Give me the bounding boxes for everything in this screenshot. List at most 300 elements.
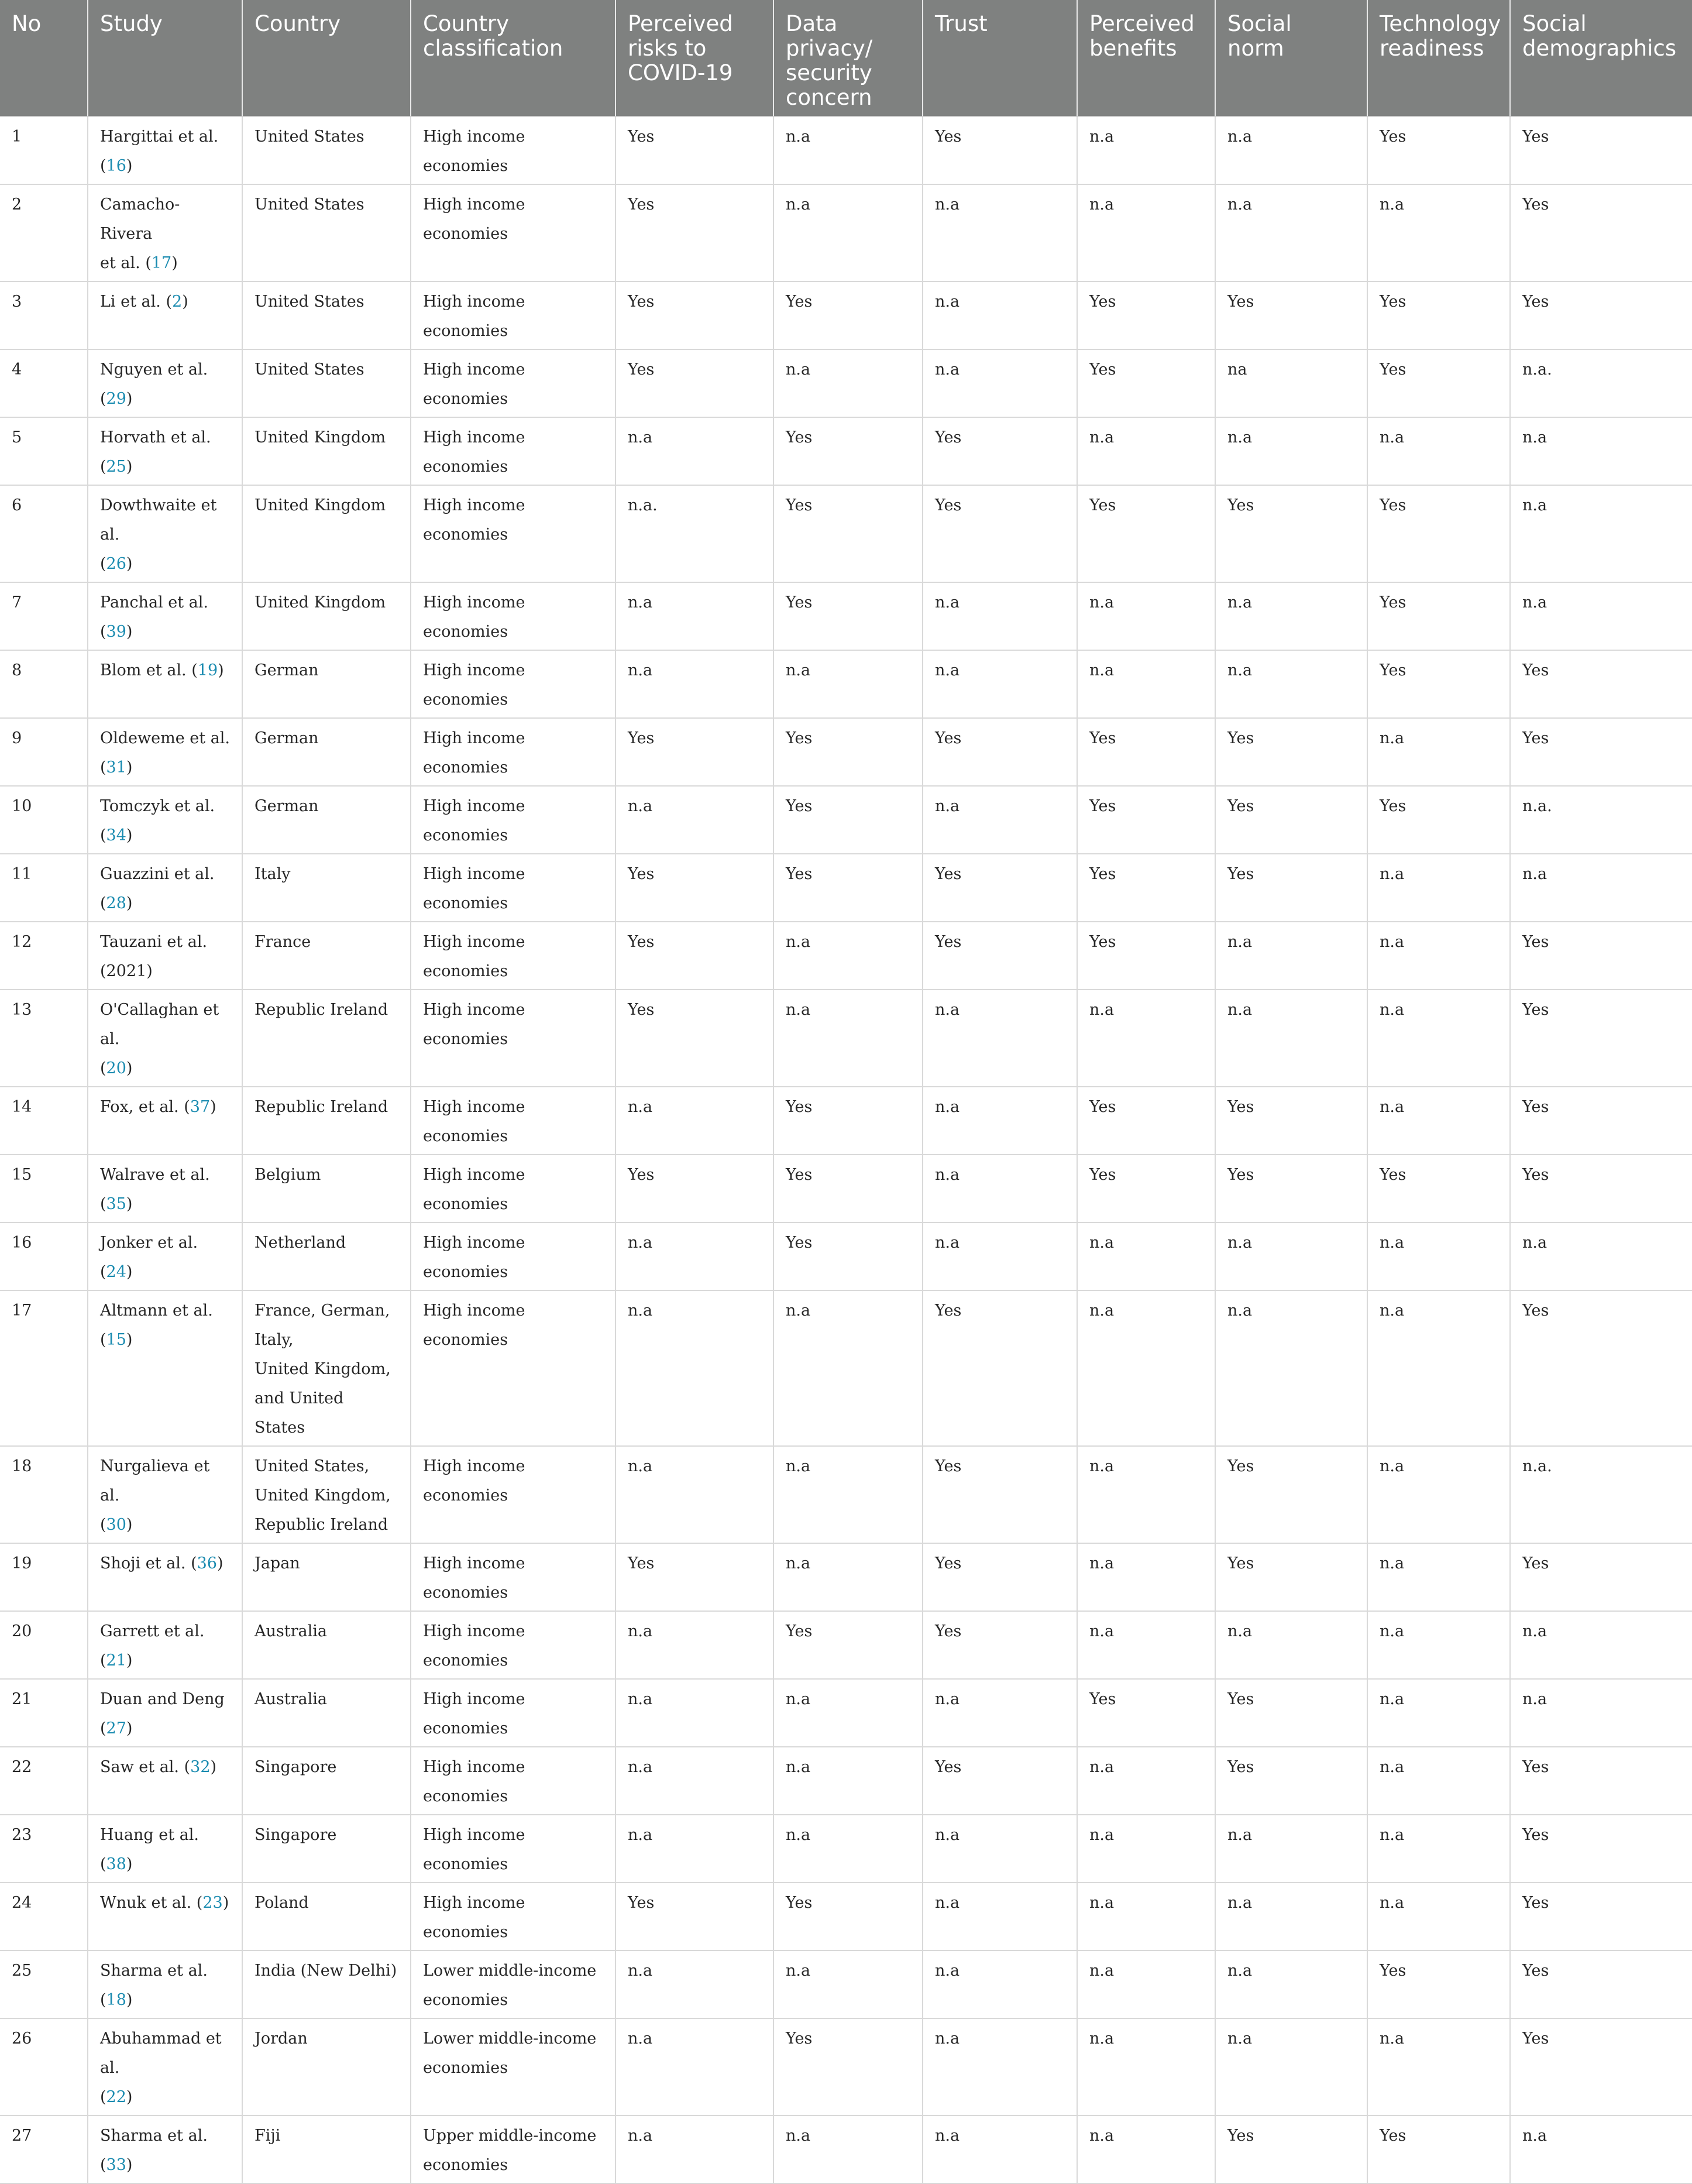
cell-perceived-risks: n.a [615, 1747, 773, 1815]
cell-country: United Kingdom [242, 417, 411, 485]
reference-link[interactable]: 25 [106, 458, 126, 476]
cell-country: United States [242, 281, 411, 349]
reference-link[interactable]: 37 [190, 1098, 211, 1116]
cell-no: 25 [0, 1951, 88, 2018]
cell-trust: Yes [923, 1611, 1077, 1679]
cell-perceived-benefits: n.a [1077, 582, 1215, 650]
col-header-country-classification: Country classification [411, 0, 615, 116]
reference-link[interactable]: 36 [197, 1554, 217, 1572]
cell-social-norm: Yes [1215, 854, 1367, 922]
cell-study: Dowthwaite et al. (26) [88, 485, 242, 582]
cell-social-norm: n.a [1215, 184, 1367, 281]
cell-study: Fox, et al. (37) [88, 1087, 242, 1155]
col-header-technology-readiness: Technology readiness [1367, 0, 1510, 116]
cell-trust: Yes [923, 854, 1077, 922]
cell-country-classification: High income economies [411, 1087, 615, 1155]
cell-perceived-benefits: n.a [1077, 650, 1215, 718]
cell-technology-readiness: n.a [1367, 1611, 1510, 1679]
cell-country-classification: High income economies [411, 922, 615, 990]
cell-technology-readiness: Yes [1367, 650, 1510, 718]
cell-study: Nurgalieva et al. (30) [88, 1446, 242, 1543]
reference-link[interactable]: 21 [106, 1651, 126, 1670]
cell-perceived-benefits: n.a [1077, 1747, 1215, 1815]
cell-country-classification: High income economies [411, 485, 615, 582]
cell-study: Garrett et al. (21) [88, 1611, 242, 1679]
cell-country: German [242, 718, 411, 786]
cell-country: Netherland [242, 1223, 411, 1290]
cell-trust: Yes [923, 1446, 1077, 1543]
cell-technology-readiness: n.a [1367, 1679, 1510, 1747]
cell-perceived-benefits: n.a [1077, 1815, 1215, 1883]
cell-country: France, German, Italy, United Kingdom, and United States [242, 1290, 411, 1446]
cell-data-privacy: Yes [773, 1223, 923, 1290]
col-header-social-norm: Social norm [1215, 0, 1367, 116]
cell-data-privacy: Yes [773, 485, 923, 582]
cell-data-privacy: Yes [773, 1883, 923, 1951]
header-row [0, 0, 1692, 116]
cell-perceived-risks: Yes [615, 184, 773, 281]
cell-trust: n.a [923, 349, 1077, 417]
col-header-data-privacy: Data privacy/ security concern [773, 0, 923, 116]
cell-social-demographics: n.a. [1510, 786, 1692, 854]
cell-trust: n.a [923, 582, 1077, 650]
reference-link[interactable]: 16 [106, 157, 126, 175]
cell-data-privacy: n.a [773, 116, 923, 184]
cell-study: Walrave et al. (35) [88, 1155, 242, 1223]
cell-study: Duan and Deng (27) [88, 1679, 242, 1747]
cell-country-classification: High income economies [411, 1543, 615, 1611]
cell-perceived-risks: Yes [615, 1155, 773, 1223]
cell-study: Tauzani et al. (2021) [88, 922, 242, 990]
cell-no: 19 [0, 1543, 88, 1611]
cell-perceived-risks: Yes [615, 281, 773, 349]
cell-country-classification: High income economies [411, 116, 615, 184]
cell-perceived-risks: n.a [615, 1290, 773, 1446]
cell-country: Republic Ireland [242, 990, 411, 1087]
reference-link[interactable]: 26 [106, 555, 126, 573]
cell-perceived-benefits: n.a [1077, 116, 1215, 184]
table-row [0, 854, 1692, 922]
cell-no: 27 [0, 2116, 88, 2183]
cell-technology-readiness: Yes [1367, 116, 1510, 184]
cell-perceived-benefits: Yes [1077, 281, 1215, 349]
table-row [0, 116, 1692, 184]
cell-data-privacy: n.a [773, 1290, 923, 1446]
cell-data-privacy: n.a [773, 990, 923, 1087]
table-row [0, 1747, 1692, 1815]
cell-trust: n.a [923, 2018, 1077, 2116]
cell-trust: n.a [923, 990, 1077, 1087]
cell-data-privacy: n.a [773, 1679, 923, 1747]
cell-data-privacy: n.a [773, 1446, 923, 1543]
cell-study: Sharma et al. (33) [88, 2116, 242, 2183]
cell-no: 13 [0, 990, 88, 1087]
cell-study: Shoji et al. (36) [88, 1543, 242, 1611]
cell-trust: n.a [923, 1679, 1077, 1747]
table-row [0, 2116, 1692, 2183]
cell-country-classification: High income economies [411, 1446, 615, 1543]
cell-perceived-benefits: Yes [1077, 485, 1215, 582]
cell-social-norm: n.a [1215, 922, 1367, 990]
table-row [0, 786, 1692, 854]
cell-country: India (New Delhi) [242, 1951, 411, 2018]
cell-technology-readiness: n.a [1367, 1543, 1510, 1611]
cell-country-classification: High income economies [411, 349, 615, 417]
cell-country: United Kingdom [242, 485, 411, 582]
reference-link[interactable]: 2 [172, 293, 183, 311]
cell-no: 21 [0, 1679, 88, 1747]
cell-social-demographics: Yes [1510, 281, 1692, 349]
cell-technology-readiness: Yes [1367, 349, 1510, 417]
cell-social-demographics: n.a [1510, 2116, 1692, 2183]
cell-country: Italy [242, 854, 411, 922]
cell-social-norm: Yes [1215, 2116, 1367, 2183]
reference-link[interactable]: 33 [106, 2156, 126, 2174]
cell-social-norm: Yes [1215, 485, 1367, 582]
cell-perceived-benefits: n.a [1077, 1611, 1215, 1679]
reference-link[interactable]: 34 [106, 826, 126, 844]
cell-perceived-risks: Yes [615, 922, 773, 990]
cell-country: United States [242, 349, 411, 417]
cell-technology-readiness: n.a [1367, 417, 1510, 485]
cell-no: 6 [0, 485, 88, 582]
table-row [0, 281, 1692, 349]
col-header-social-demographics: Social demographics [1510, 0, 1692, 116]
reference-link[interactable]: 31 [106, 758, 126, 777]
cell-social-norm: n.a [1215, 990, 1367, 1087]
table-row [0, 1446, 1692, 1543]
cell-country: Australia [242, 1611, 411, 1679]
cell-technology-readiness: n.a [1367, 922, 1510, 990]
cell-social-demographics: Yes [1510, 1087, 1692, 1155]
cell-data-privacy: Yes [773, 281, 923, 349]
cell-social-norm: n.a [1215, 1290, 1367, 1446]
cell-study: O'Callaghan et al. (20) [88, 990, 242, 1087]
reference-link[interactable]: 20 [106, 1059, 126, 1077]
cell-social-demographics: n.a [1510, 1223, 1692, 1290]
cell-trust: n.a [923, 1155, 1077, 1223]
cell-data-privacy: Yes [773, 1611, 923, 1679]
cell-perceived-benefits: Yes [1077, 786, 1215, 854]
cell-technology-readiness: n.a [1367, 1087, 1510, 1155]
cell-no: 20 [0, 1611, 88, 1679]
cell-no: 18 [0, 1446, 88, 1543]
cell-social-demographics: Yes [1510, 1883, 1692, 1951]
table-row [0, 349, 1692, 417]
cell-no: 5 [0, 417, 88, 485]
cell-social-norm: Yes [1215, 1155, 1367, 1223]
cell-trust: n.a [923, 281, 1077, 349]
cell-social-norm: Yes [1215, 281, 1367, 349]
cell-trust: Yes [923, 1543, 1077, 1611]
cell-study: Sharma et al. (18) [88, 1951, 242, 2018]
cell-social-norm: n.a [1215, 417, 1367, 485]
cell-country-classification: High income economies [411, 1155, 615, 1223]
cell-perceived-benefits: n.a [1077, 990, 1215, 1087]
cell-social-norm: n.a [1215, 2018, 1367, 2116]
cell-trust: Yes [923, 922, 1077, 990]
cell-social-demographics: Yes [1510, 1290, 1692, 1446]
reference-link[interactable]: 23 [202, 1894, 223, 1912]
cell-country: United States [242, 184, 411, 281]
cell-no: 4 [0, 349, 88, 417]
cell-country: Belgium [242, 1155, 411, 1223]
cell-country: German [242, 650, 411, 718]
cell-technology-readiness: n.a [1367, 1883, 1510, 1951]
cell-perceived-risks: n.a [615, 1815, 773, 1883]
cell-social-norm: Yes [1215, 1446, 1367, 1543]
cell-perceived-risks: n.a [615, 650, 773, 718]
cell-social-demographics: Yes [1510, 1951, 1692, 2018]
cell-data-privacy: n.a [773, 1815, 923, 1883]
cell-perceived-risks: n.a [615, 1679, 773, 1747]
cell-social-demographics: n.a [1510, 485, 1692, 582]
cell-social-demographics: Yes [1510, 990, 1692, 1087]
cell-data-privacy: n.a [773, 2116, 923, 2183]
cell-perceived-benefits: Yes [1077, 1087, 1215, 1155]
cell-country-classification: High income economies [411, 1883, 615, 1951]
cell-technology-readiness: Yes [1367, 281, 1510, 349]
cell-trust: Yes [923, 485, 1077, 582]
cell-data-privacy: Yes [773, 2018, 923, 2116]
reference-link[interactable]: 24 [106, 1263, 126, 1281]
table-row [0, 1290, 1692, 1446]
cell-data-privacy: n.a [773, 922, 923, 990]
cell-country: United Kingdom [242, 582, 411, 650]
table-row [0, 417, 1692, 485]
cell-perceived-risks: Yes [615, 854, 773, 922]
cell-perceived-benefits: Yes [1077, 718, 1215, 786]
cell-country: German [242, 786, 411, 854]
cell-country: United States, United Kingdom, Republic Ireland [242, 1446, 411, 1543]
cell-country: Singapore [242, 1747, 411, 1815]
cell-country-classification: High income economies [411, 1679, 615, 1747]
cell-perceived-benefits: n.a [1077, 2116, 1215, 2183]
cell-trust: Yes [923, 116, 1077, 184]
cell-no: 22 [0, 1747, 88, 1815]
cell-perceived-benefits: n.a [1077, 1290, 1215, 1446]
cell-country-classification: High income economies [411, 281, 615, 349]
cell-no: 3 [0, 281, 88, 349]
table-row [0, 485, 1692, 582]
cell-perceived-benefits: n.a [1077, 1951, 1215, 2018]
cell-technology-readiness: n.a [1367, 718, 1510, 786]
reference-link[interactable]: 28 [106, 894, 126, 912]
table-row [0, 1611, 1692, 1679]
table-body [0, 116, 1692, 2183]
cell-country-classification: High income economies [411, 1747, 615, 1815]
cell-social-norm: n.a [1215, 1611, 1367, 1679]
cell-social-demographics: n.a [1510, 417, 1692, 485]
cell-data-privacy: Yes [773, 718, 923, 786]
cell-perceived-risks: n.a [615, 1223, 773, 1290]
cell-study: Altmann et al. (15) [88, 1290, 242, 1446]
cell-perceived-benefits: n.a [1077, 2018, 1215, 2116]
reference-link[interactable]: 32 [190, 1758, 211, 1776]
cell-study: Wnuk et al. (23) [88, 1883, 242, 1951]
cell-no: 7 [0, 582, 88, 650]
cell-study: Nguyen et al. (29) [88, 349, 242, 417]
cell-trust: n.a [923, 1087, 1077, 1155]
cell-social-norm: n.a [1215, 650, 1367, 718]
cell-trust: n.a [923, 650, 1077, 718]
cell-social-demographics: Yes [1510, 922, 1692, 990]
cell-no: 17 [0, 1290, 88, 1446]
cell-social-demographics: Yes [1510, 1155, 1692, 1223]
cell-social-norm: Yes [1215, 1087, 1367, 1155]
cell-trust: n.a [923, 184, 1077, 281]
cell-data-privacy: Yes [773, 417, 923, 485]
cell-trust: n.a [923, 1223, 1077, 1290]
cell-country: France [242, 922, 411, 990]
cell-perceived-benefits: Yes [1077, 922, 1215, 990]
cell-country: Singapore [242, 1815, 411, 1883]
table-row [0, 582, 1692, 650]
table-row [0, 650, 1692, 718]
table-row [0, 1543, 1692, 1611]
reference-link[interactable]: 17 [151, 254, 172, 272]
reference-link[interactable]: 38 [106, 1855, 126, 1873]
cell-social-demographics: n.a. [1510, 349, 1692, 417]
cell-study: Abuhammad et al. (22) [88, 2018, 242, 2116]
cell-social-demographics: n.a [1510, 1679, 1692, 1747]
cell-technology-readiness: Yes [1367, 1951, 1510, 2018]
reference-link[interactable]: 18 [106, 1991, 126, 2009]
cell-no: 14 [0, 1087, 88, 1155]
cell-perceived-risks: n.a [615, 582, 773, 650]
cell-trust: Yes [923, 1747, 1077, 1815]
cell-no: 23 [0, 1815, 88, 1883]
cell-technology-readiness: n.a [1367, 2018, 1510, 2116]
cell-trust: Yes [923, 718, 1077, 786]
col-header-no: No [0, 0, 88, 116]
cell-social-demographics: Yes [1510, 650, 1692, 718]
cell-social-demographics: Yes [1510, 1543, 1692, 1611]
cell-trust: n.a [923, 1883, 1077, 1951]
cell-technology-readiness: n.a [1367, 1747, 1510, 1815]
cell-trust: n.a [923, 1951, 1077, 2018]
cell-no: 11 [0, 854, 88, 922]
table-row [0, 922, 1692, 990]
cell-perceived-risks: Yes [615, 1883, 773, 1951]
cell-no: 1 [0, 116, 88, 184]
cell-no: 2 [0, 184, 88, 281]
cell-study: Hargittai et al. (16) [88, 116, 242, 184]
cell-perceived-benefits: Yes [1077, 854, 1215, 922]
cell-perceived-benefits: n.a [1077, 184, 1215, 281]
reference-link[interactable]: 35 [106, 1195, 126, 1213]
cell-data-privacy: Yes [773, 582, 923, 650]
cell-country-classification: High income economies [411, 854, 615, 922]
cell-perceived-risks: n.a [615, 417, 773, 485]
cell-perceived-risks: n.a. [615, 485, 773, 582]
cell-social-demographics: n.a [1510, 582, 1692, 650]
cell-perceived-risks: n.a [615, 2116, 773, 2183]
table-row [0, 184, 1692, 281]
cell-country-classification: Lower middle-income economies [411, 2018, 615, 2116]
cell-perceived-benefits: Yes [1077, 349, 1215, 417]
cell-technology-readiness: n.a [1367, 1446, 1510, 1543]
cell-technology-readiness: n.a [1367, 1290, 1510, 1446]
cell-data-privacy: n.a [773, 1951, 923, 2018]
cell-trust: Yes [923, 417, 1077, 485]
cell-trust: Yes [923, 1290, 1077, 1446]
table-row [0, 1155, 1692, 1223]
cell-data-privacy: n.a [773, 184, 923, 281]
cell-study: Tomczyk et al. (34) [88, 786, 242, 854]
cell-country: Fiji [242, 2116, 411, 2183]
cell-perceived-risks: Yes [615, 349, 773, 417]
cell-technology-readiness: n.a [1367, 1223, 1510, 1290]
reference-link[interactable]: 27 [106, 1719, 126, 1737]
cell-data-privacy: Yes [773, 854, 923, 922]
cell-trust: n.a [923, 2116, 1077, 2183]
cell-study: Huang et al. (38) [88, 1815, 242, 1883]
cell-perceived-benefits: n.a [1077, 1223, 1215, 1290]
reference-link[interactable]: 15 [106, 1331, 126, 1349]
cell-country-classification: High income economies [411, 417, 615, 485]
cell-country-classification: High income economies [411, 786, 615, 854]
cell-study: Guazzini et al. (28) [88, 854, 242, 922]
cell-country-classification: High income economies [411, 718, 615, 786]
reference-link[interactable]: 30 [106, 1516, 126, 1534]
cell-social-norm: Yes [1215, 1747, 1367, 1815]
table-row [0, 1223, 1692, 1290]
reference-link[interactable]: 22 [106, 2088, 126, 2106]
cell-trust: n.a [923, 786, 1077, 854]
cell-study: Horvath et al. (25) [88, 417, 242, 485]
cell-social-norm: Yes [1215, 786, 1367, 854]
cell-study: Panchal et al. (39) [88, 582, 242, 650]
cell-country: Jordan [242, 2018, 411, 2116]
cell-country: Australia [242, 1679, 411, 1747]
col-header-country: Country [242, 0, 411, 116]
cell-country-classification: High income economies [411, 650, 615, 718]
cell-technology-readiness: n.a [1367, 1815, 1510, 1883]
cell-perceived-risks: Yes [615, 116, 773, 184]
cell-country-classification: High income economies [411, 582, 615, 650]
cell-perceived-benefits: n.a [1077, 417, 1215, 485]
cell-social-norm: Yes [1215, 1543, 1367, 1611]
table-row [0, 1951, 1692, 2018]
cell-no: 15 [0, 1155, 88, 1223]
cell-study: Blom et al. (19) [88, 650, 242, 718]
cell-perceived-benefits: n.a [1077, 1883, 1215, 1951]
cell-technology-readiness: Yes [1367, 786, 1510, 854]
cell-no: 9 [0, 718, 88, 786]
cell-data-privacy: Yes [773, 1155, 923, 1223]
cell-social-demographics: Yes [1510, 718, 1692, 786]
table-row [0, 1815, 1692, 1883]
table-row [0, 990, 1692, 1087]
cell-no: 24 [0, 1883, 88, 1951]
cell-perceived-risks: n.a [615, 2018, 773, 2116]
cell-perceived-benefits: n.a [1077, 1543, 1215, 1611]
reference-link[interactable]: 29 [106, 390, 126, 408]
cell-study: Saw et al. (32) [88, 1747, 242, 1815]
cell-no: 8 [0, 650, 88, 718]
reference-link[interactable]: 19 [197, 661, 218, 679]
cell-technology-readiness: Yes [1367, 485, 1510, 582]
cell-perceived-risks: n.a [615, 786, 773, 854]
reference-link[interactable]: 39 [106, 623, 126, 641]
cell-country-classification: High income economies [411, 184, 615, 281]
cell-social-norm: na [1215, 349, 1367, 417]
cell-social-norm: n.a [1215, 1883, 1367, 1951]
cell-social-norm: n.a [1215, 1951, 1367, 2018]
cell-country: Republic Ireland [242, 1087, 411, 1155]
cell-data-privacy: Yes [773, 1087, 923, 1155]
